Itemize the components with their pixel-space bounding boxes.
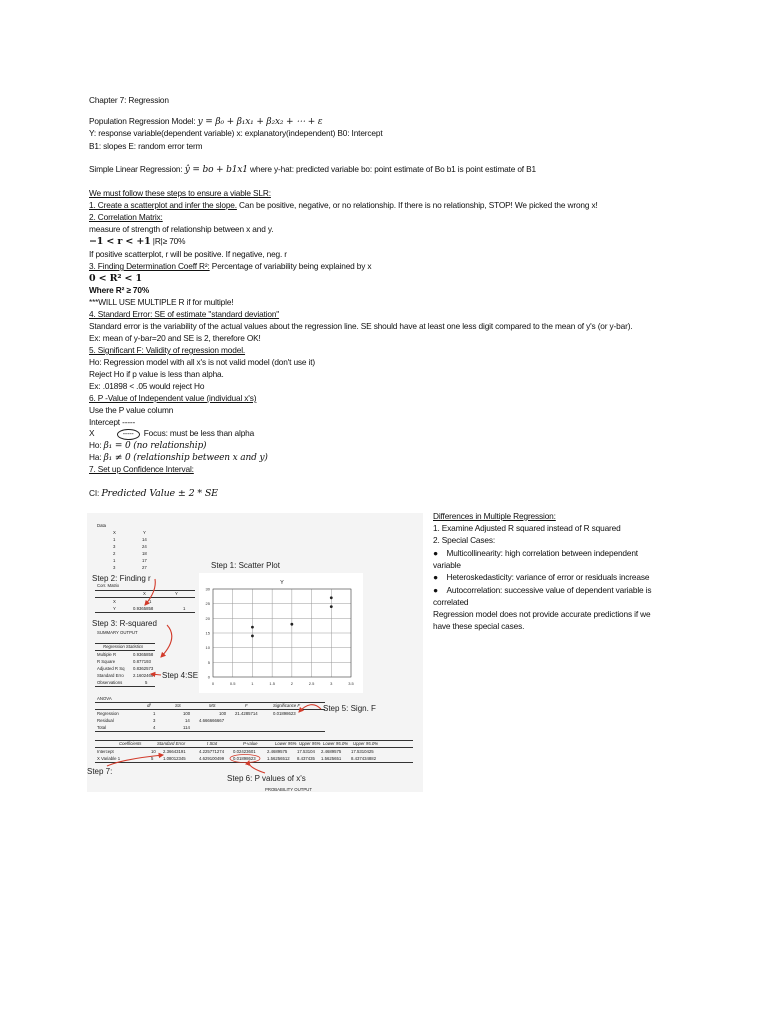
y-tick-label: 5 <box>207 659 210 665</box>
population-model-equation: y = β₀ + β₁x₁ + β₂x₂ + ⋯ + ε <box>197 117 323 127</box>
stat-label: Standard Erro <box>97 673 124 678</box>
ci-equation: Predicted Value ± 2 * SE <box>101 488 218 499</box>
steps-heading: We must follow these steps to ensure a viable SLR: <box>89 188 271 198</box>
step-5-ho: Ho: Regression model with all x's is not valid model (don't use it) <box>89 357 315 367</box>
x-label: X <box>89 428 95 438</box>
corr-cell: Y <box>113 606 116 611</box>
y-tick-label: 10 <box>205 645 210 651</box>
x-tick-label: 3 <box>330 681 333 686</box>
coef-cell: 0.02423601 <box>233 749 256 754</box>
corr-r-value: 0.9365858 <box>133 606 154 611</box>
data-cell: 17 <box>142 558 147 563</box>
population-model-line <box>89 116 322 127</box>
arrow-step-3 <box>161 625 172 657</box>
stat-value: 2.1602469 <box>133 673 154 678</box>
step-6-text: Use the P value column <box>89 405 174 415</box>
data-cell: 3 <box>113 544 116 549</box>
anova-cell: 21.4285714 <box>235 711 258 716</box>
ho-label: Ho: <box>89 440 102 450</box>
x-tick-label: 1.5 <box>269 681 275 686</box>
focus-text: Focus: must be less than alpha <box>143 428 255 438</box>
anova-cell: 100 <box>219 711 227 716</box>
rule <box>95 650 155 651</box>
corr-cell: X <box>113 599 116 604</box>
coef-cell: 1.08012345 <box>163 756 186 761</box>
coef-cell: 4.225771274 <box>199 749 225 754</box>
stat-value: 0.877193 <box>133 659 151 664</box>
step-3 <box>89 261 371 271</box>
step-4-example: Ex: mean of y-bar=20 and SE is 2, therefore OK! <box>89 333 261 343</box>
r2-where: Where R² ≥ 70% <box>89 285 150 295</box>
anova-header: MS <box>209 703 216 708</box>
coef-header: Coefficients <box>119 741 142 746</box>
mr-bullet-3-text: Autocorrelation: successive value of dependent variable is <box>446 585 652 595</box>
anova-cell: 14 <box>185 718 190 723</box>
coef-cell: 17.5310425 <box>351 749 374 754</box>
corr-title: Corr. Matrix <box>97 583 120 588</box>
x-tick-label: 2.5 <box>308 681 315 686</box>
step-5-title: 5. Significant F: Validity of regression model. <box>89 345 246 355</box>
stat-label: Adjusted R Sq <box>97 666 125 671</box>
chart-title: Y <box>280 580 284 586</box>
rule <box>95 747 413 748</box>
anova-header: F <box>245 703 248 708</box>
stat-label: Observations <box>97 680 123 685</box>
rule <box>95 612 195 613</box>
y-tick-label: 15 <box>205 630 210 636</box>
population-model-vars: Y: response variable(dependent variable) x: explanatory(independent) B0: Intercept <box>89 128 383 138</box>
x-tick-label: 3.5 <box>348 681 354 686</box>
corr-cell: 1 <box>149 599 152 604</box>
mr-bullet-1-cont: variable <box>433 560 461 570</box>
step-6-x-line <box>89 428 254 440</box>
mr-point-3: Regression model does not provide accurate predictions if we <box>433 609 651 619</box>
step-1 <box>89 200 598 210</box>
coef-header: Lower 95% <box>275 741 297 746</box>
bullet-icon: ● <box>433 572 438 582</box>
rule <box>95 762 413 763</box>
slr-description: where y-hat: predicted variable bo: point estimate of Bo b1 is point estimate of B1 <box>250 164 536 174</box>
step-2-range <box>89 236 185 247</box>
rule <box>95 731 325 732</box>
coef-cell: 2.4689575 <box>267 749 288 754</box>
slr-equation: ŷ = bo + b1x1 <box>184 165 248 175</box>
ha-label: Ha: <box>89 452 102 462</box>
stat-value: 5 <box>145 680 148 685</box>
data-point <box>251 626 254 629</box>
coef-cell: 8.437435 <box>297 756 315 761</box>
data-header-y: Y <box>143 530 146 535</box>
coef-cell: 4.629100499 <box>199 756 225 761</box>
data-point <box>290 623 293 626</box>
step-4-title: 4. Standard Error: SE of estimate "standard deviation" <box>89 309 280 319</box>
anova-cell: 3 <box>153 718 156 723</box>
anova-cell: Regression <box>97 711 119 716</box>
step-6-intercept: Intercept ----- <box>89 417 136 427</box>
data-cell: 27 <box>142 565 147 570</box>
step-3-text: Percentage of variability being explained by x <box>209 261 372 271</box>
ha-equation: β₁ ≠ 0 (relationship between x and y) <box>103 453 268 463</box>
summary-title: SUMMARY OUTPUT <box>97 630 138 635</box>
step-1-text: Can be positive, negative, or no relationship. If there is no relationship, STOP! We picked the wrong x! <box>236 200 598 210</box>
ci-line <box>89 488 218 499</box>
data-cell: 3 <box>113 565 116 570</box>
rule <box>95 686 155 687</box>
data-cell: 24 <box>142 544 147 549</box>
r2-range <box>89 273 142 284</box>
coef-cell: 5 <box>151 756 154 761</box>
step-6-ho <box>89 440 206 451</box>
step-6-title: 6. P -Value of Independent value (individual x's) <box>89 393 257 403</box>
step-5-example: Ex: .01898 < .05 would reject Ho <box>89 381 205 391</box>
anova-title: ANOVA <box>97 696 112 701</box>
anova-cell: Residual <box>97 718 114 723</box>
bullet-icon: ● <box>433 585 438 595</box>
slr-line <box>89 164 536 175</box>
coef-header: Standard Error <box>157 741 186 746</box>
step-2-note: If positive scatterplot, r will be positive. If negative, neg. r <box>89 249 287 259</box>
scatter-chart <box>199 573 363 693</box>
data-header-x: X <box>113 530 116 535</box>
data-title: Data <box>97 523 107 528</box>
probability-output-label: PROBABILITY OUTPUT <box>265 787 312 792</box>
focus-oval: ----- <box>117 429 140 440</box>
step-4-callout: Step 4:SE <box>162 671 199 680</box>
data-point <box>251 635 254 638</box>
mr-bullet-2-text: Heteroskedasticity: variance of error or residuals increase <box>446 572 650 582</box>
population-model-vars-2: B1: slopes E: random error term <box>89 141 203 151</box>
coef-header: Upper 95% <box>299 741 321 746</box>
x-tick-label: 0.5 <box>229 681 236 686</box>
mr-point-1: 1. Examine Adjusted R squared instead of R squared <box>433 523 621 533</box>
r-range-equation: −1 < r < +1 <box>89 236 151 247</box>
step-1-title: 1. Create a scatterplot and infer the slope. <box>89 200 237 210</box>
step-7-title: 7. Set up Confidence Interval: <box>89 464 194 474</box>
data-cell: 1 <box>113 558 116 563</box>
corr-header-y: Y <box>175 591 178 596</box>
anova-cell: Total <box>97 725 107 730</box>
mr-point-3-cont: have these special cases. <box>433 621 525 631</box>
population-model-label: Population Regression Model: <box>89 116 196 126</box>
step-1-callout: Step 1: Scatter Plot <box>211 561 280 570</box>
coef-header: t Stat <box>207 741 218 746</box>
data-cell: 1 <box>113 537 116 542</box>
stat-label: R Square <box>97 659 116 664</box>
y-tick-label: 30 <box>205 586 210 592</box>
anova-cell: 4.666666667 <box>199 718 225 723</box>
ci-label: CI: <box>89 488 100 498</box>
anova-cell: 4 <box>153 725 156 730</box>
y-tick-label: 25 <box>205 601 210 607</box>
step-5-callout: Step 5: Sign. F <box>323 704 376 713</box>
step-4-text: Standard error is the variability of the actual values about the regression line. SE should have at least one less digit compared to the mean of y's (or y-bar). <box>89 321 633 331</box>
coef-cell: 2.36643191 <box>163 749 186 754</box>
corr-cell: 1 <box>183 606 186 611</box>
step-2-text: measure of strength of relationship between x and y. <box>89 224 274 234</box>
stat-value: 0.8362573 <box>133 666 154 671</box>
anova-cell: 100 <box>183 711 191 716</box>
rule <box>95 709 325 710</box>
anova-cell: 1 <box>153 711 156 716</box>
step-7-callout: Step 7: <box>87 767 113 776</box>
multiple-regression-heading: Differences in Multiple Regression: <box>433 511 556 521</box>
x-tick-label: 1 <box>251 681 254 686</box>
step-3-callout: Step 3: R-squared <box>92 619 157 628</box>
coef-header: Upper 95.0% <box>353 741 379 746</box>
step-5-reject: Reject Ho if p value is less than alpha. <box>89 369 224 379</box>
anova-header: df <box>147 703 151 708</box>
step-6-ha <box>89 452 268 463</box>
regression-stats-title: Regression Statistics <box>103 644 144 649</box>
mr-bullet-3 <box>433 585 651 595</box>
y-tick-label: 20 <box>205 615 210 621</box>
x-tick-label: 0 <box>211 681 215 686</box>
chapter-title: Chapter 7: Regression <box>89 95 169 105</box>
coef-cell: 8.437434882 <box>351 756 377 761</box>
multiple-r-note: ***WILL USE MULTIPLE R if for multiple! <box>89 297 234 307</box>
r-threshold: |R|≥ 70% <box>150 236 186 246</box>
mr-bullet-1 <box>433 548 638 558</box>
stat-label: Multiple R <box>97 652 117 657</box>
coef-cell: X Variable 1 <box>97 756 121 761</box>
step-3-title: 3. Finding Determination Coeff R²: <box>89 261 210 271</box>
mr-bullet-3-cont: correlated <box>433 597 469 607</box>
anova-cell: 114 <box>183 725 190 730</box>
stat-value: 0.9365858 <box>133 652 154 657</box>
anova-header: Significance F <box>273 703 300 708</box>
significance-f-value: 0.01898623 <box>273 711 296 716</box>
step-2-title: 2. Correlation Matrix: <box>89 212 163 222</box>
coef-cell: 10 <box>151 749 156 754</box>
coef-header: Lower 95.0% <box>323 741 349 746</box>
step-6-callout: Step 6: P values of x's <box>227 774 306 783</box>
data-point <box>330 605 333 608</box>
coef-cell: 1.56256512 <box>267 756 290 761</box>
mr-bullet-2 <box>433 572 649 582</box>
corr-header-x: X <box>143 591 146 596</box>
x-pvalue: 0.01898623 <box>233 756 256 761</box>
step-2-callout: Step 2: Finding r <box>92 574 151 583</box>
x-tick-label: 2 <box>290 681 293 686</box>
mr-bullet-1-text: Multicollinearity: high correlation between independent <box>446 548 638 558</box>
rule <box>95 597 195 598</box>
data-cell: 2 <box>113 551 116 556</box>
coef-cell: Intercept <box>97 749 114 754</box>
anova-header: SS <box>175 703 181 708</box>
coef-header: P-value <box>243 741 258 746</box>
slr-label: Simple Linear Regression: <box>89 164 183 174</box>
y-tick-label: 0 <box>207 674 210 680</box>
coef-cell: 17.53104 <box>297 749 315 754</box>
regression-output-figure <box>87 513 423 792</box>
coef-cell: 2.4689575 <box>321 749 342 754</box>
bullet-icon: ● <box>433 548 438 558</box>
data-cell: 14 <box>142 537 147 542</box>
ho-equation: β₁ = 0 (no relationship) <box>103 441 207 451</box>
scatter-plot-svg <box>199 573 363 693</box>
data-cell: 18 <box>142 551 147 556</box>
data-point <box>330 596 333 599</box>
r2-range-equation: 0 < R² < 1 <box>89 273 142 284</box>
mr-point-2: 2. Special Cases: <box>433 535 496 545</box>
coef-cell: 1.5625651 <box>321 756 342 761</box>
